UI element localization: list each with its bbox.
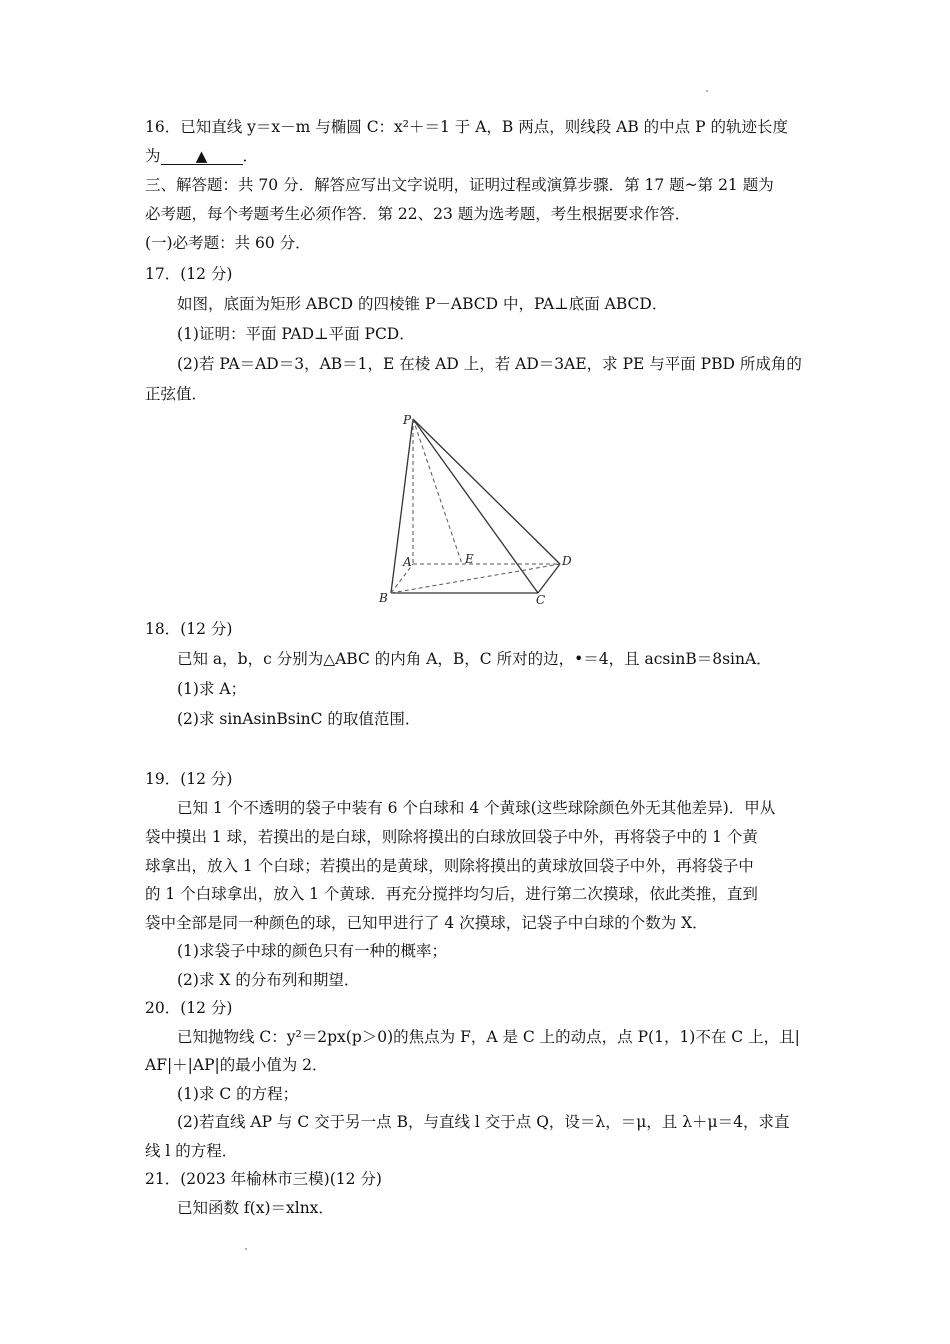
q16-suffix: ． [242,147,259,165]
edge-PD [413,419,560,564]
q19-part1: (1)求袋子中球的颜色只有一种的概率； [177,942,447,960]
q19-line1: 已知 1 个不透明的袋子中装有 6 个白球和 4 个黄球(这些球除颜色外无其他差异)．甲从 [177,799,776,817]
q19-line2: 袋中摸出 1 球，若摸出的是白球，则除将摸出的白球放回袋子中外，再将袋子中的 1 个黄 [145,828,758,846]
q20-header: 20．(12 分) [145,999,233,1017]
q16-line2 [145,146,258,166]
section3-line1: 三、解答题：共 70 分．解答应写出文字说明，证明过程或演算步骤．第 17 题~第 21 题为 [145,176,774,194]
q20-line1: 已知抛物线 C：y²＝2px(p＞0)的焦点为 F，A 是 C 上的动点，点 P(1，1)不在 C 上，且| [177,1028,800,1046]
q16-prefix: 为 [145,147,161,165]
scan-dot [706,90,708,92]
q17-part2-line2: 正弦值． [145,385,208,403]
q19-part2: (2)求 X 的分布列和期望． [177,971,360,989]
pyramid-figure [370,408,590,608]
q20-part2-line1: (2)若直线 AP 与 C 交于另一点 B，与直线 l 交于点 Q，设＝λ，＝μ，且 λ＋μ＝4，求直 [177,1113,790,1131]
label-A: A [403,555,412,569]
q20-line2: AF|＋|AP|的最小值为 2． [145,1056,328,1074]
q19-line4: 的 1 个白球拿出，放入 1 个黄球．再充分搅拌均匀后，进行第二次摸球，依此类推，直到 [145,885,758,903]
q20-part1: (1)求 C 的方程； [177,1085,299,1103]
edge-PC [413,419,538,593]
q18-header: 18．(12 分) [145,620,233,638]
q21-stem: 已知函数 f(x)＝xlnx． [177,1199,334,1217]
q19-line3: 球拿出，放入 1 个白球；若摸出的是黄球，则除将摸出的黄球放回袋子中外，再将袋子中 [145,857,754,875]
label-C: C [536,593,546,607]
q19-header: 19．(12 分) [145,770,233,788]
q18-part2: (2)求 sinAsinBsinC 的取值范围． [177,710,421,728]
segment-PE-hidden [413,419,462,564]
q16-line1: 16．已知直线 y＝x－m 与椭圆 C：x²＋＝1 于 A，B 两点，则线段 AB 的中点 P 的轨迹长度 [145,118,788,136]
edge-CD [538,564,560,593]
q18-part1: (1)求 A； [177,680,247,698]
q17-stem: 如图，底面为矩形 ABCD 的四棱锥 P－ABCD 中，PA⊥底面 ABCD． [177,295,668,313]
label-D: D [562,554,572,568]
section3-line3: (一)必考题：共 60 分． [145,234,311,252]
answer-blank [161,148,243,165]
section3-line2: 必考题，每个考题考生必须作答．第 22、23 题为选考题，考生根据要求作答． [145,205,691,223]
q18-stem: 已知 a，b，c 分别为△ABC 的内角 A，B，C 所对的边，•＝4，且 acsinB＝8sinA． [177,650,772,668]
label-P: P [403,413,412,427]
q21-header: 21．(2023 年榆林市三模)(12 分) [145,1170,382,1188]
q19-line5: 袋中全部是同一种颜色的球，已知甲进行了 4 次摸球，记袋子中白球的个数为 X． [145,914,708,932]
scan-dot [245,1248,247,1250]
q17-header: 17．(12 分) [145,265,233,283]
triangle-icon: ▲ [195,147,208,165]
q20-part2-line2: 线 l 的方程． [145,1142,238,1160]
q17-part1: (1)证明：平面 PAD⊥平面 PCD． [177,325,415,343]
label-E: E [465,552,474,566]
label-B: B [379,591,388,605]
q17-part2-line1: (2)若 PA＝AD＝3，AB＝1，E 在棱 AD 上，若 AD＝3AE，求 PE 与平面 PBD 所成角的 [177,355,802,373]
